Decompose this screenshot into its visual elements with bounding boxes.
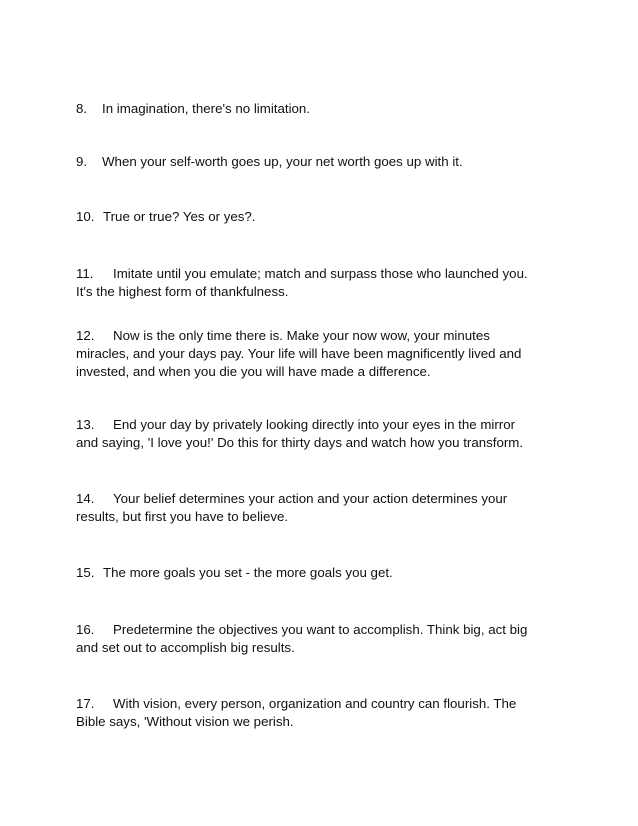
list-item xyxy=(76,564,536,582)
list-item xyxy=(76,153,536,171)
list-item xyxy=(76,100,536,118)
item-number: 16. xyxy=(76,622,95,637)
list-item xyxy=(76,327,536,381)
item-number: 11. xyxy=(76,266,94,281)
list-item xyxy=(76,695,536,731)
list-item xyxy=(76,621,536,657)
item-number: 15. xyxy=(76,565,95,580)
item-number: 13. xyxy=(76,417,95,432)
item-text: Predetermine the objectives you want to accomplish. Think big, act big and set out to accomplish big results. xyxy=(76,622,528,655)
item-text: Imitate until you emulate; match and surpass those who launched you. It's the highest form of thankfulness. xyxy=(76,266,528,299)
item-text: In imagination, there's no limitation. xyxy=(102,101,311,116)
item-text: Now is the only time there is. Make your now wow, your minutes miracles, and your days pay. Your life will have been magnificently lived and invested, and when you die you will have made a difference. xyxy=(76,328,522,379)
item-number: 8. xyxy=(76,101,88,116)
list-item xyxy=(76,208,536,226)
list-item xyxy=(76,490,536,526)
item-text: When your self-worth goes up, your net worth goes up with it. xyxy=(102,154,463,169)
item-text: True or true? Yes or yes?. xyxy=(103,209,256,224)
item-number: 10. xyxy=(76,209,95,224)
item-text: End your day by privately looking directly into your eyes in the mirror and saying, 'I love you!' Do this for thirty days and watch how you transform. xyxy=(76,417,524,450)
item-text: The more goals you set - the more goals you get. xyxy=(103,565,393,580)
item-number: 12. xyxy=(76,328,95,343)
list-item xyxy=(76,265,536,301)
list-item xyxy=(76,416,536,452)
item-text: With vision, every person, organization and country can flourish. The Bible says, 'Without vision we perish. xyxy=(76,696,517,729)
item-text: Your belief determines your action and your action determines your results, but first you have to believe. xyxy=(76,491,508,524)
item-number: 17. xyxy=(76,696,95,711)
item-number: 14. xyxy=(76,491,95,506)
item-number: 9. xyxy=(76,154,88,169)
